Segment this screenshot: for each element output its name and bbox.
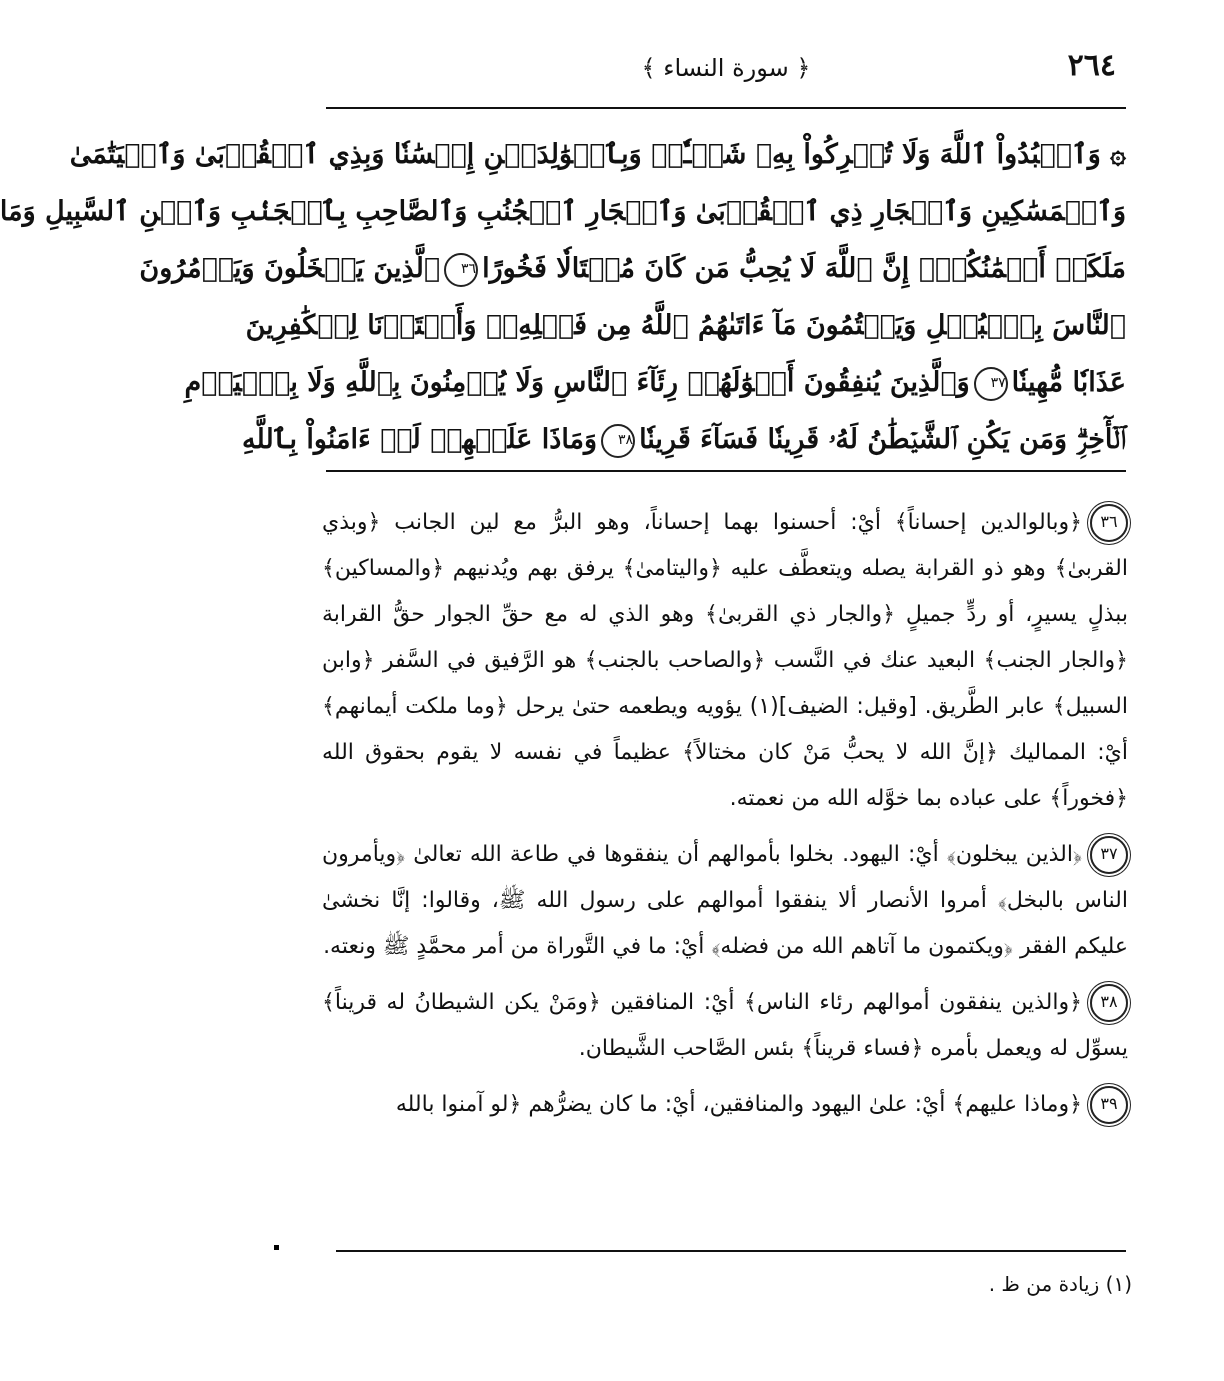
tafsir-text: ﴿الذين يبخلون﴾ أيْ: اليهود. بخلوا بأموالهم أن ينفقوها في طاعة الله تعالىٰ ﴿ويأمرون الناس بالبخل﴾ أمروا الأنصار ألا ينفقوا أموالهم على رسول الله ﷺ، وقالوا: إنَّا نخشىٰ عليكم الفقر ﴿ويكتمون ما آتاهم الله من فضله﴾ أيْ: ما في التَّوراة من أمر محمَّدٍ ﷺ ونعته.	[322, 842, 1128, 959]
verse-number-icon: ٣٦	[1090, 504, 1128, 542]
quran-line: مَلَكَتۡ أَيۡمَٰنُكُمۡۗ إِنَّ ٱللَّهَ لَا يُحِبُّ مَن كَانَ مُخۡتَالٗا فَخُورًا٣٦ٱلَّذِينَ يَبۡخَلُونَ وَيَأۡمُرُونَ	[314, 240, 1126, 297]
section-divider	[326, 470, 1126, 472]
quran-text	[0, 126, 1126, 468]
header-divider	[326, 107, 1126, 109]
tafsir-commentary	[322, 500, 1128, 1138]
quran-line: عَذَابٗا مُّهِينٗا٣٧وَٱلَّذِينَ يُنفِقُونَ أَمۡوَٰلَهُمۡ رِئَآءَ ٱلنَّاسِ وَلَا يُؤۡمِنُونَ بِٱللَّهِ وَلَا بِٱلۡيَوۡمِ	[314, 354, 1126, 411]
ayah-number-37: ٣٧	[974, 367, 1008, 401]
quran-line: ٱلۡأٓخِرِۗ وَمَن يَكُنِ ٱلشَّيۡطَٰنُ لَهُۥ قَرِينٗا فَسَآءَ قَرِينٗا٣٨وَمَاذَا عَلَيۡهِمۡ لَوۡ ءَامَنُواْ بِٱللَّهِ	[314, 411, 1126, 468]
verse-number-icon: ٣٨	[1090, 984, 1128, 1022]
page-number: ٢٦٤	[1067, 48, 1116, 83]
tafsir-text: ﴿والذين ينفقون أموالهم رئاء الناس﴾ أيْ: المنافقين ﴿ومَنْ يكن الشيطانُ له قريناً﴾ يسوِّل له ويعمل بأمره ﴿فساء قريناً﴾ بئس الصَّاحب الشَّيطان.	[322, 990, 1128, 1061]
quran-line: ۞ وَٱعۡبُدُواْ ٱللَّهَ وَلَا تُشۡرِكُواْ بِهِۦ شَيۡـٔٗاۖ وَبِٱلۡوَٰلِدَيۡنِ إِحۡسَٰنٗا وَبِذِي ٱلۡقُرۡبَىٰ وَٱلۡيَتَٰمَىٰ	[69, 139, 1126, 170]
tafsir-entry-36	[322, 500, 1128, 822]
tafsir-entry-38	[322, 980, 1128, 1072]
quran-line: وَٱلۡمَسَٰكِينِ وَٱلۡجَارِ ذِي ٱلۡقُرۡبَىٰ وَٱلۡجَارِ ٱلۡجُنُبِ وَٱلصَّاحِبِ بِٱلۡجَنۢبِ وَٱبۡنِ ٱلسَّبِيلِ وَمَا	[0, 196, 1126, 227]
tafsir-entry-39	[322, 1082, 1128, 1128]
tafsir-entry-37	[322, 832, 1128, 970]
quran-line: ٱلنَّاسَ بِٱلۡبُخۡلِ وَيَكۡتُمُونَ مَآ ءَاتَىٰهُمُ ٱللَّهُ مِن فَضۡلِهِۦۗ وَأَعۡتَدۡنَا لِلۡكَٰفِرِينَ	[245, 310, 1126, 341]
footnote-divider	[336, 1250, 1126, 1252]
ayah-number-36: ٣٦	[444, 253, 478, 287]
tafsir-text: ﴿وبالوالدين إحساناً﴾ أيْ: أحسنوا بهما إحساناً، وهو البرُّ مع لين الجانب ﴿وبذي القربىٰ﴾ وهو ذو القرابة يصله ويتعطَّف عليه ﴿واليتامىٰ﴾ يرفق بهم ويُدنيهم ﴿والمساكين﴾ ببذلٍ يسيرٍ، أو ردٍّ جميلٍ ﴿والجار ذي القربىٰ﴾ وهو الذي له مع حقِّ الجوار حقُّ القرابة ﴿والجار الجنب﴾ البعيد عنك في النَّسب ﴿والصاحب بالجنب﴾ هو الرَّفيق في السَّفر ﴿وابن السبيل﴾ عابر الطَّريق. [وقيل: الضيف](١) يؤويه ويطعمه حتىٰ يرحل ﴿وما ملكت أيمانهم﴾ أيْ: المماليك ﴿إنَّ الله لا يحبُّ مَنْ كان مختالاً﴾ عظيماً في نفسه لا يقوم بحقوق الله ﴿فخوراً﴾ على عباده بما خوَّله الله من نعمته.	[322, 510, 1128, 811]
verse-number-icon: ٣٩	[1090, 1086, 1128, 1124]
surah-title: ﴿ سورة النساء ﴾	[641, 54, 811, 82]
footnote: (١) زيادة من ظ .	[988, 1272, 1132, 1296]
tafsir-text: ﴿وماذا عليهم﴾ أيْ: علىٰ اليهود والمنافقين، أيْ: ما كان يضرُّهم ﴿لو آمنوا بالله	[395, 1092, 1082, 1117]
margin-dot	[274, 1245, 279, 1250]
page-header	[326, 48, 1126, 98]
verse-number-icon: ٣٧	[1090, 836, 1128, 874]
ayah-number-38: ٣٨	[601, 424, 635, 458]
